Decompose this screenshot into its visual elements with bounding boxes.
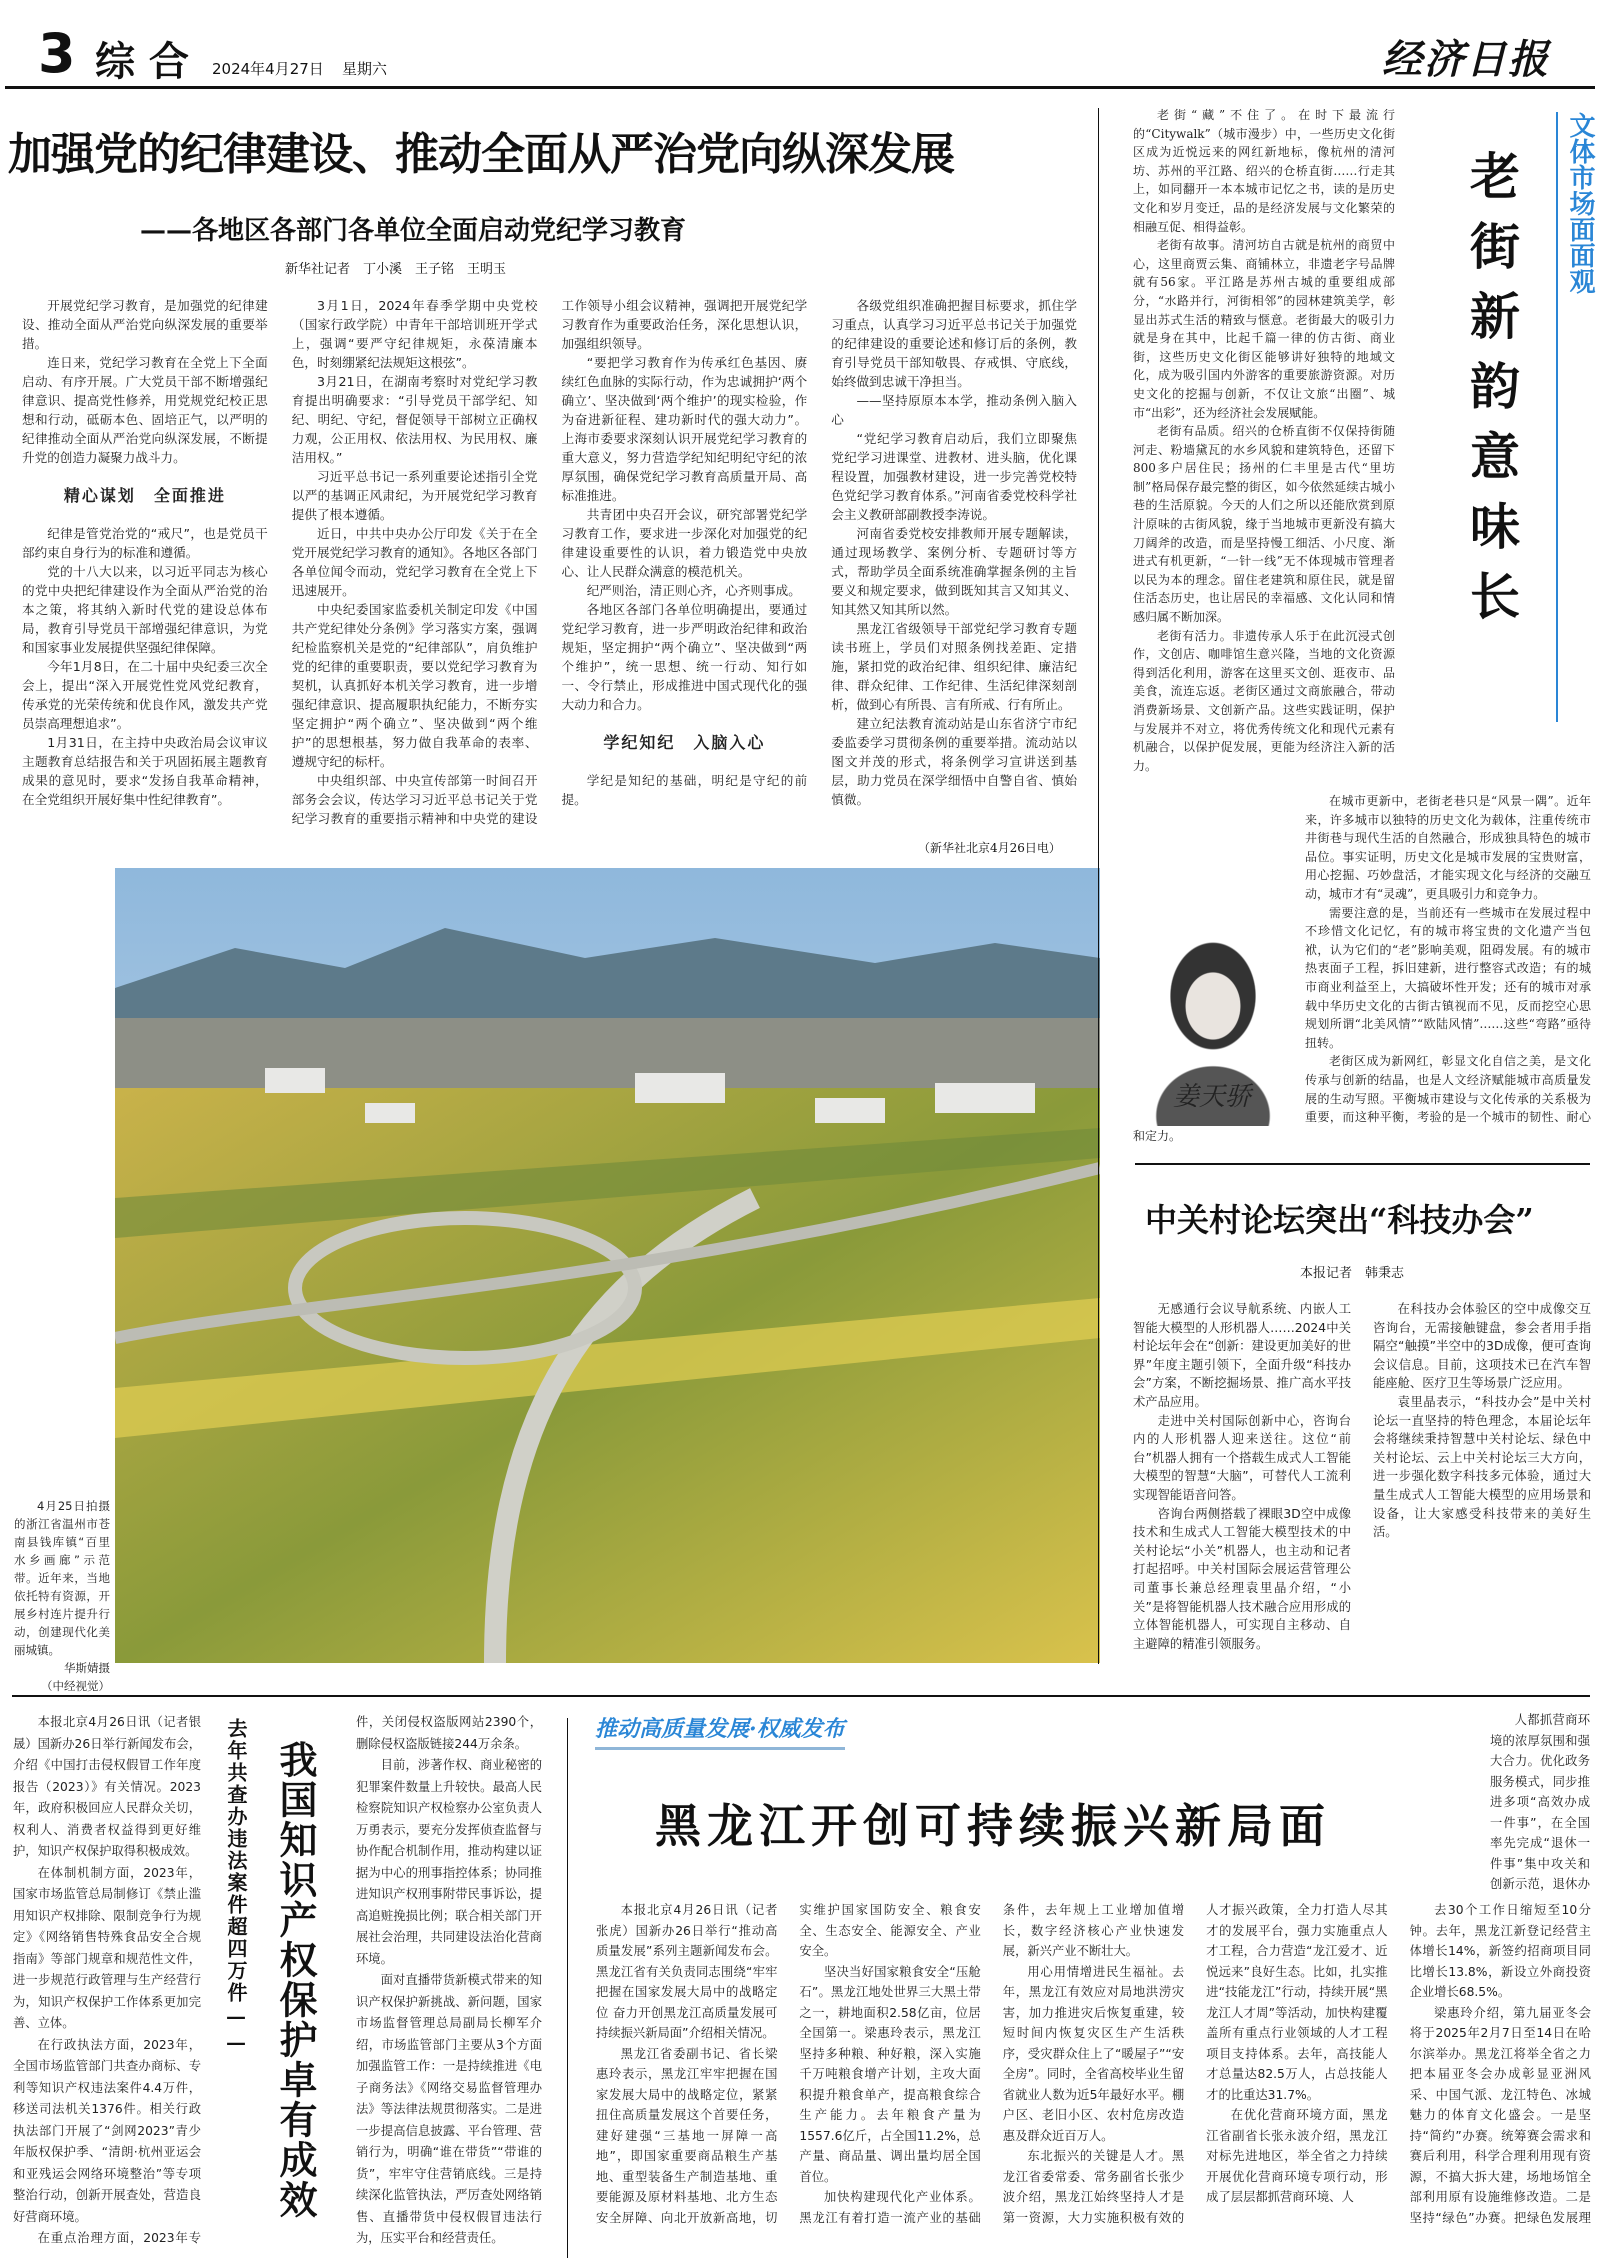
ip-column-rule xyxy=(567,1718,568,2258)
article-paragraph: 1月31日，在主持中央政治局会议审议主题教育总结报告和关于巩固拓展主题教育成果的意见时，要求“发扬自我革命精神，在全党组织开展好集中性纪律教育”。 xyxy=(22,735,268,807)
article-paragraph: 无感通行会议导航系统、内嵌人工智能大模型的人形机器人……2024中关村论坛年会在“创新：建设更加美好的世界”年度主题引领下，全面升级“科技办会”方案，不断挖掘场景、推广高水平技术产品应用。 xyxy=(1133,1302,1351,1409)
ip-body-left xyxy=(13,1712,201,2249)
article-paragraph: 今年1月8日，在二十届中央纪委三次全会上，提出“深入开展党性党风党纪教育，传承党的光荣传统和优良作风，激发共产党员崇高理想追求”。 xyxy=(22,659,268,731)
zgc-headline: 中关村论坛突出“科技办会” xyxy=(1145,1201,1534,1239)
commentary-end-rule xyxy=(1135,1163,1590,1165)
article-paragraph: 走进中关村国际创新中心，咨询台内的人形机器人迎来送往。这位“前台”机器人拥有一个搭载生成式人工智能大模型的智慧“大脑”，可替代人工流利实现智能语音问答。 xyxy=(1133,1413,1351,1502)
ip-headline: 我国知识产权保护卓有成效 xyxy=(273,1740,318,2220)
photo-agency: （中经视觉） xyxy=(41,1679,110,1693)
issue-weekday: 星期六 xyxy=(342,60,388,78)
masthead xyxy=(0,0,1600,90)
hlj-body xyxy=(596,1900,1591,2248)
main-dateline: （新华社北京4月26日电） xyxy=(918,841,1061,855)
author-portrait xyxy=(1133,926,1293,1126)
article-paragraph: 各级党组织准确把握目标要求，抓住学习重点，认真学习习近平总书记关于加强党的纪律建设的重要论述和修订后的条例，教育引导党员干部知敬畏、存戒惧、守底线，始终做到忠诚干净担当。 xyxy=(831,298,1077,389)
section-divider-rule xyxy=(12,1695,1590,1697)
article-paragraph: “要把学习教育作为传承红色基因、赓续红色血脉的实际行动，作为忠诚拥护‘两个确立’、坚决做到‘两个维护’的现实检验，作为奋进新征程、建功新时代的强大动力”。上海市委要求深刻认识开展党纪学习教育的重大意义，努力营造学纪知纪明纪守纪的浓厚氛围，确保党纪学习教育高质量开局、高标准推进。 xyxy=(561,355,808,503)
article-paragraph: 3月1日，2024年春季学期中央党校（国家行政学院）中青年干部培训班开学式上，强调“要严守纪律规矩，永葆清廉本色，时刻绷紧纪法规矩这根弦”。 xyxy=(291,298,538,370)
article-paragraph: 老街有品质。绍兴的仓桥直街不仅保持街随河走、粉墙黛瓦的水乡风貌和建筑特色，还留下800多户居住民；扬州的仁丰里是古代“里坊制”格局保存最完整的街区，如今依然延续古城小巷的生活原貌。今天的人们之所以还能欣赏到原汁原味的古街风貌，缘于当地城市更新没有搞大刀阔斧的改造，而是坚持慢工细活、小尺度、渐进式有机更新，“一针一线”无不体现城市管理者以民为本的理念。留住老建筑和原住民，就是留住活态历史，也让居民的幸福感、文化认同和情感归属不断加深。 xyxy=(1133,424,1395,625)
ip-body-right xyxy=(356,1712,542,2249)
column-label-bar xyxy=(1556,112,1558,722)
main-subheadline: ——各地区各部门各单位全面启动党纪学习教育 xyxy=(140,216,687,246)
article-paragraph: 东北振兴的关键是人才。黑龙江省委常委、常务副省长张少波介绍，黑龙江始终坚持人才是第一资源，大力实施积极有效的人才振兴政策，全力打造人尽其才的发展平台，强力实施重点人才工程，合力营造“龙江爱才、近悦远来”良好生态。比如，扎实推进“技能龙江”行动，持续开展“黑龙江人才周”等活动，加快构建覆盖所有重点行业领域的人才工程项目支持体系。去年，高技能人才总量达82.5万人，占总技能人才的比重达31.7%。 xyxy=(1002,1903,1388,2225)
article-paragraph: 黑龙江省委副书记、省长梁惠玲表示，黑龙江牢牢把握在国家发展大局中的战略定位，紧紧扭住高质量发展这个首要任务，建好建强“三基地一屏障一高地”，即国家重要商品粮生产基地、重型装备生产制造基地、重要能源及原材料基地、北方生态安全屏障、向北开放新高地，切实维护国家国防安全、粮食安全、生态安全、能源安全、产业安全。 xyxy=(596,1903,981,2225)
article-paragraph: 党的十八大以来，以习近平同志为核心的党中央把纪律建设作为全面从严治党的治本之策，将其纳入新时代党的建设总体布局，教育引导党员干部增强纪律意识，为党和国家事业发展提供坚强纪律保障。 xyxy=(22,564,268,655)
caption-text: 4月25日拍摄的浙江省温州市苍南县钱库镇“百里水乡画廊”示范带。近年来，当地依托特有资源，开展乡村连片提升行动，创建现代化美丽城镇。 xyxy=(14,1499,110,1657)
article-paragraph: 建立纪法教育流动站是山东省济宁市纪委监委学习贯彻条例的重要举措。流动站以图文并茂的形式，将条例学习宣讲送到基层，助力党员在深学细悟中自警自省、慎始慎微。 xyxy=(831,716,1077,807)
article-paragraph: 各地区各部门各单位明确提出，要通过党纪学习教育，进一步严明政治纪律和政治规矩，坚定拥护“两个确立”、坚决做到“两个维护”，统一思想、统一行动、知行如一、令行禁止，形成推进中国式现代化的强大动力和合力。 xyxy=(561,602,808,712)
main-byline: 新华社记者 丁小溪 王子铭 王明玉 xyxy=(285,262,507,277)
commentary-wide-text xyxy=(1133,792,1591,1146)
article-paragraph: 需要注意的是，当前还有一些城市在发展过程中不珍惜文化记忆，有的城市将宝贵的文化遗产当包袱，认为它们的“老”影响美观，阻碍发展。有的城市热衷面子工程，拆旧建新，进行整容式改造；有的城市商业利益至上，大搞破坏性开发；还有的城市对承载中华历史文化的古街古镇视而不见，反而挖空心思规划所谓“北美风情”“欧陆风情”……这些“弯路”亟待扭转。 xyxy=(1305,905,1591,1050)
article-paragraph: 件，关闭侵权盗版网站2390个，删除侵权盗版链接244万余条。 xyxy=(356,1715,542,1751)
article-paragraph: 坚决当好国家粮食安全“压舱石”。黑龙江地处世界三大黑土带之一，耕地面积2.58亿亩，位居全国第一。梁惠玲表示，黑龙江坚持多种粮、种好粮，深入实施千万吨粮食增产计划，主攻大面积提升粮食单产，提高粮食综合生产能力。去年粮食产量为1557.6亿斤，占全国11.2%，总产量、商品量、调出量均居全国首位。 xyxy=(799,1964,981,2184)
article-paragraph: 加快构建现代化产业体系。黑龙江有着打造一流产业的基础条件，去年规上工业增加值增长，数字经济核心产业快速发展，新兴产业不断壮大。 xyxy=(799,1903,1185,2225)
article-paragraph: 在体制机制方面，2023年，国家市场监管总局制修订《禁止滥用知识产权排除、限制竞争行为规定》《网络销售特殊食品安全合规指南》等部门规章和规范性文件，进一步规范行政管理与生产经营行为，知识产权保护工作体系更加完善、立体。 xyxy=(13,1865,201,2030)
article-paragraph: 在优化营商环境方面，黑龙江省副省长张永波介绍，黑龙江对标先进地区，举全省之力持续开展优化营商环境专项行动，形成了层层都抓营商环境、人 xyxy=(1206,2108,1388,2204)
article-paragraph: 中央组织部、中央宣传部第一时间召开部务会会议，传达学习习近平总书记关于党纪学习教育的重要指示精神和中央党的建设工作领导小组会议精神，强调把开展党纪学习教育作为重要政治任务，深化思想认识，加强组织领导。 xyxy=(291,298,808,826)
section-subheading: 学纪知纪 入脑入心 xyxy=(603,733,766,752)
masthead-rule xyxy=(5,86,1595,89)
article-paragraph: 面对直播带货新模式带来的知识产权保护新挑战、新问题，国家市场监督管理总局副局长柳军介绍，市场监管部门主要从3个方面加强监管工作：一是持续推进《电子商务法》《网络交易监督管理办法》等法律法规贯彻落实。二是进一步提高信息披露、平台管理、营销行为，明确“谁在带货”“带谁的货”，牢牢守住营销底线。三是持续深化监管执法，严厉查处网络销售、直播带货中侵权假冒违法行为，压实平台和经营责任。 xyxy=(356,1973,542,2245)
article-paragraph: 近日，中共中央办公厅印发《关于在全党开展党纪学习教育的通知》。各地区各部门各单位闻令而动，党纪学习教育在全党上下迅速展开。 xyxy=(291,526,538,598)
article-paragraph: ——坚持原原本本学，推动条例入脑入心 xyxy=(831,393,1077,427)
article-paragraph: 河南省委党校安排教师开展专题解读，通过现场教学、案例分析、专题研讨等方式，帮助学员全面系统准确掌握条例的主旨要义和规定要求，做到既知其言又知其义、知其然又知其所以然。 xyxy=(831,526,1077,617)
section-name: 综 合 xyxy=(95,38,189,85)
article-paragraph: 梁惠玲介绍，第九届亚冬会将于2025年2月7日至14日在哈尔滨举办。黑龙江将举全省之力把本届亚冬会办成彰显亚洲风采、中国气派、龙江特色、冰城魅力的体育文化盛会。一是坚持“简约”办赛。统筹赛会需求和赛后利用，科学合理利用现有资源，不搞大拆大建，场地场馆全部利用原有设施维修改造。二是坚持“绿色”办赛。把绿色发展理 xyxy=(1409,2005,1591,2225)
article-paragraph: 纪律是管党治党的“戒尺”，也是党员干部约束自身行为的标准和遵循。 xyxy=(22,526,268,560)
article-paragraph: 本报北京4月26日讯（记者银晟）国新办26日举行新闻发布会，介绍《中国打击侵权假冒工作年度报告（2023）》有关情况。2023年，政府积极回应人民群众关切，权利人、消费者权益得到更好维护，知识产权保护取得积极成效。 xyxy=(13,1715,201,1858)
article-paragraph: 咨询台两侧搭载了裸眼3D空中成像技术和生成式人工智能大模型技术的中关村论坛“小关”机器人，也主动和记者打起招呼。中关村国际会展运营管理公司董事长兼总经理袁里晶介绍，“小关”是将智能机器人技术融合应用形成的立体智能机器人，可实现自主移动、自主避障的精准引领服务。 xyxy=(1133,1506,1351,1651)
hlj-headline: 黑龙江开创可持续振兴新局面 xyxy=(655,1799,1331,1853)
article-paragraph: 在科技办会体验区的空中成像交互咨询台，无需接触键盘，参会者用手指隔空“触摸”半空中的3D成像，便可查询会议信息。目前，这项技术已在汽车智能座舱、医疗卫生等场景广泛应用。 xyxy=(1373,1302,1591,1391)
article-paragraph: “党纪学习教育启动后，我们立即聚焦党纪学习进课堂、进教材、进头脑，优化课程设置，加强教材建设，进一步完善党校特色党纪学习教育体系。”河南省委党校科学社会主义教研部副教授李涛说。 xyxy=(831,431,1077,522)
article-paragraph: 用心用情增进民生福祉。去年，黑龙江有效应对局地洪涝灾害，加力推进灾后恢复重建，较短时间内恢复灾区生产生活秩序，受灾群众住上了“暖屋子”“安全房”。同时，全省高校毕业生留省就业人数为近5年最好水平。棚户区、老旧小区、农村危房改造惠及群众近百万人。 xyxy=(1002,1964,1185,2143)
article-paragraph: 老街有故事。清河坊自古就是杭州的商贸中心，这里商贾云集、商铺林立，非遗老字号品牌就有56家。平江路是苏州古城的重要组成部分，“水路并行，河街相邻”的园林建筑美学，彰显出苏式生活的精致与惬意。老街最大的吸引力就是身在其中，比起千篇一律的仿古街、商业街，这些历史文化街区能够讲好独特的地域文化，成为吸引国内外游客的重要旅游资源。对历史文化的挖掘与创新，不仅让文旅“出圈”、城市“出彩”，还为经济社会发展赋能。 xyxy=(1133,238,1395,420)
newspaper-logo: 经济日报 xyxy=(1382,36,1550,83)
main-article-body xyxy=(22,296,1077,828)
zgc-body xyxy=(1133,1300,1591,1654)
article-paragraph: 共青团中央召开会议，研究部署党纪学习教育工作，要求进一步深化对加强党的纪律建设重要性的认识，着力锻造党中央放心、让人民群众满意的模范机关。 xyxy=(561,507,808,579)
issue-date: 2024年4月27日 xyxy=(212,60,324,78)
column-label: 文体市场面面观 xyxy=(1565,112,1595,294)
article-paragraph: 目前，涉著作权、商业秘密的犯罪案件数量上升较快。最高人民检察院知识产权检察办公室负责人万勇表示，要充分发挥侦查监督与协作配合机制作用，推动构建以证据为中心的刑事指控体系；协同推进知识产权刑事附带民事诉讼，提高追赃挽损比例；联合相关部门开展社会治理，共同建设法治化营商环境。 xyxy=(356,1758,542,1966)
photo-credit: 华斯婧摄 xyxy=(64,1661,110,1675)
article-paragraph: 纪严则治，清正则心齐，心齐则事成。 xyxy=(586,583,801,598)
commentary-top-column xyxy=(1133,106,1395,775)
article-paragraph: 袁里晶表示，“科技办会”是中关村论坛一直坚持的特色理念，本届论坛年会将继续秉持智慧中关村论坛、绿色中关村论坛、云上中关村论坛三大方向，进一步强化数字科技多元体验，通过大量生成式人工智能大模型的应用场景和设备，让大家感受科技带来的美好生活。 xyxy=(1373,1394,1591,1540)
rural-landscape-photo xyxy=(115,868,1100,1663)
article-paragraph: 学纪是知纪的基础，明纪是守纪的前提。 xyxy=(561,773,808,807)
article-paragraph: 老街“藏”不住了。在时下最流行的“Citywalk”（城市漫步）中，一些历史文化街区成为近悦远来的网红新地标，像杭州的清河坊、苏州的平江路、绍兴的仓桥直街……行走其上，如同翻开一本本城市记忆之书，读的是历史文化和岁月变迁，品的是经济发展与文化繁荣的相融互促、相得益彰。 xyxy=(1133,108,1395,234)
article-paragraph: 在城市更新中，老街老巷只是“风景一隅”。近年来，许多城市以独特的历史文化为载体，注重传统市井街巷与现代生活的自然融合，形成独具特色的城市品位。事实证明，历史文化是城市发展的宝贵财富，用心挖掘、巧妙盘活，才能实现文化与经济的交融互动，城市才有“灵魂”，更具吸引力和竞争力。 xyxy=(1305,794,1591,901)
article-paragraph: 在行政执法方面，2023年，全国市场监管部门共查办商标、专利等知识产权违法案件4.4万件，移送司法机关1376件。相关行政执法部门开展了“剑网2023”青少年版权保护季、“清朗·杭州亚运会和亚残运会网络环境整治”等专项整治行动，创新开展查处，营造良好营商环境。 xyxy=(13,2037,201,2224)
article-paragraph: 老街有活力。非遗传承人乐于在此沉浸式创作，文创店、咖啡馆生意兴隆，当地的文化资源得到活化利用，游客在这里买文创、逛夜市、品美食，流连忘返。老街区通过文商旅融合，带动消费新场景、文创新产品。这些实践证明，保护与发展并不对立，将优秀传统文化和现代元素有机融合，以保护促发展，更能为经济注入新的活力。 xyxy=(1133,628,1395,773)
article-paragraph: 连日来，党纪学习教育在全党上下全面启动、有序开展。广大党员干部不断增强纪律意识、提高党性修养，用党规党纪校正思想和行动，砥砺本色、固培正气，以严明的纪律推动全面从严治党向纵深发展，不断提升党的创造力凝聚力战斗力。 xyxy=(22,355,268,465)
article-paragraph: 本报北京4月26日讯（记者张虎）国新办26日举行“推动高质量发展”系列主题新闻发布会。黑龙江省有关负责同志围绕“牢牢把握在国家发展大局中的战略定位 奋力开创黑龙江高质量发展可持续振兴新局面”介绍相关情况。 xyxy=(596,1903,778,2040)
section-subheading: 精心谋划 全面推进 xyxy=(63,486,226,505)
page-number: 3 xyxy=(38,22,76,85)
article-paragraph: 3月21日，在湖南考察时对党纪学习教育提出明确要求：“引导党员干部学纪、知纪、明纪、守纪，督促领导干部树立正确权力观，公正用权、依法用权、为民用权、廉洁用权。” xyxy=(291,374,538,465)
article-paragraph: 老街区成为新网红，彰显文化自信之美，是文化传承与创新的结晶，也是人文经济赋能城市高质量发展的生动写照。平衡城市建设与文化传承的关系极为重要，而这种平衡，考验的是一个城市的韧性、耐心和定力。 xyxy=(1133,1054,1591,1143)
hlj-banner: 推动高质量发展·权威发布 xyxy=(595,1712,845,1750)
article-paragraph: 开展党纪学习教育，是加强党的纪律建设、推动全面从严治党向纵深发展的重要举措。 xyxy=(22,298,268,351)
main-headline: 加强党的纪律建设、推动全面从严治党向纵深发展 xyxy=(8,129,954,180)
article-paragraph: 中央纪委国家监委机关制定印发《中国共产党纪律处分条例》学习落实方案，强调纪检监察机关是党的“纪律部队”，肩负维护党的纪律的重要职责，要以党纪学习教育为契机，认真抓好本机关学习教育，进一步增强纪律意识、提高履职执纪能力，不断夯实坚定拥护“两个确立”、坚决做到“两个维护”的思想根基，努力做自我革命的表率、遵规守纪的标杆。 xyxy=(291,602,538,769)
hlj-side-column xyxy=(1490,1710,1590,1895)
commentary-title: 老街新韵意味长 xyxy=(1462,150,1521,640)
zgc-byline: 本报记者 韩秉志 xyxy=(1300,1266,1405,1281)
author-signature: 姜天骄 xyxy=(1173,1082,1252,1112)
article-paragraph: 去30个工作日缩短至10分钟。去年，黑龙江新登记经营主体增长14%，新签约招商项目同比增长13.8%，新设立外商投资企业增长68.5%。 xyxy=(1409,1903,1591,1999)
article-paragraph: 在重点治理方面，2023年专 xyxy=(37,2231,201,2245)
article-paragraph: 人都抓营商环境的浓厚氛围和强大合力。优化政务服务模式，同步推进多项“高效办成一件事”，在全国率先完成“退休一件事”集中攻关和创新示范，退休办 xyxy=(1490,1713,1590,1891)
ip-kicker: 去年共查办违法案件超四万件—— xyxy=(224,1718,248,2056)
sidebar-divider xyxy=(1098,108,1099,1664)
article-paragraph: 黑龙江省级领导干部党纪学习教育专题读书班上，学员们对照条例找差距、定措施，紧扣党的政治纪律、组织纪律、廉洁纪律、群众纪律、工作纪律、生活纪律深刻剖析，做到心有所畏、言有所戒、行有所止。 xyxy=(831,621,1077,712)
article-paragraph: 习近平总书记一系列重要论述指引全党以严的基调正风肃纪，为开展党纪学习教育提供了根本遵循。 xyxy=(291,469,538,522)
photo-caption xyxy=(14,1497,110,1695)
